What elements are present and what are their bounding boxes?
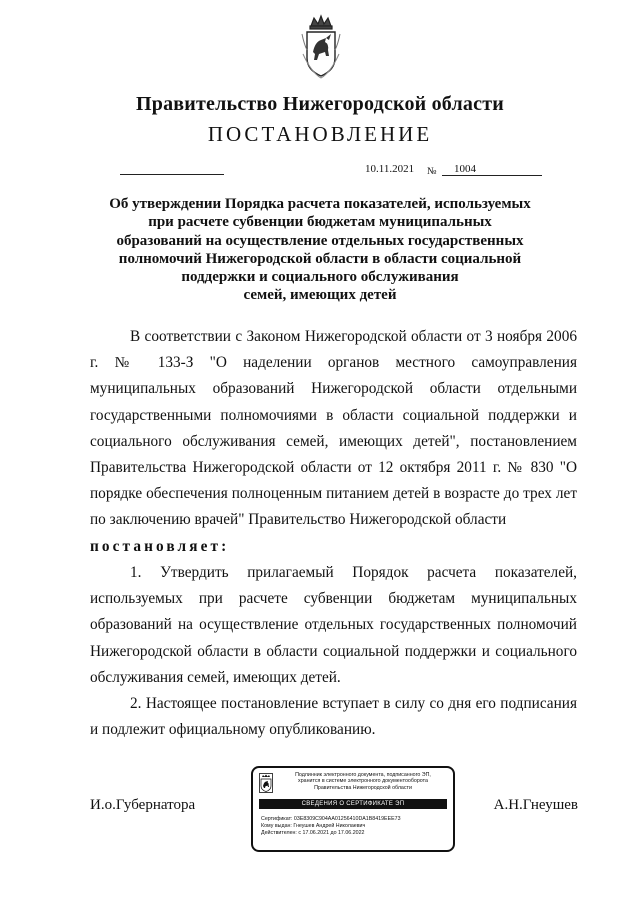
decree-word: постановляет: — [90, 537, 230, 555]
clause-1 — [90, 560, 577, 691]
government-name: Правительство Нижегородской области — [136, 93, 504, 115]
document-number: 1004 — [442, 163, 542, 176]
stamp-details — [261, 816, 401, 837]
document-date: 10.11.2021 — [365, 163, 415, 175]
subject-line: при расчете субвенции бюджетам муниципальных — [148, 214, 492, 231]
stamp-certificate-id: Сертификат: 03E8309C904AA01256410DA1B8419EEE73 — [261, 816, 401, 822]
number-label: № — [427, 166, 437, 177]
stamp-header-line: Подлинник электронного документа, подписанного ЭП, — [295, 772, 431, 778]
stamp-validity: Действителен: с 17.06.2021 до 17.06.2022 — [261, 830, 365, 836]
stamp-coat-of-arms-icon — [259, 773, 273, 793]
stamp-issued-to: Кому выдан: Гнеушев Андрей Николаевич — [261, 823, 366, 829]
subject-line: семей, имеющих детей — [243, 287, 397, 304]
clause-1-text: 1. Утвердить прилагаемый Порядок расчета показателей, используемых при расчете субвенции бюджетам муниципальных образований на осуществление отдельных государственных полномочий Нижегородской области в области социальной поддержки и социального обслуживания семей, имеющих детей. — [90, 564, 577, 686]
signer-position: И.о.Губернатора — [90, 797, 196, 813]
stamp-certificate-bar: СВЕДЕНИЯ О СЕРТИФИКАТЕ ЭП — [259, 799, 447, 809]
date-line-blank — [120, 174, 224, 175]
electronic-signature-stamp — [251, 766, 455, 852]
subject-line: поддержки и социального обслуживания — [181, 269, 459, 286]
subject-line: образований на осуществление отдельных государственных — [116, 232, 524, 249]
signer-name: А.Н.Гнеушев — [493, 797, 578, 813]
stamp-header-line: Правительства Нижегородской области — [314, 784, 412, 791]
preamble-text: В соответствии с Законом Нижегородской области от 3 ноября 2006 г. № 133-З "О наделении органов местного самоуправления муниципальных образований Нижегородской области отдельными государственными полномочиями в области социальной поддержки и социального обслуживания семей, имеющих детей", постановлением Правительства Нижегородской области от 12 октября 2011 г. № 830 "О порядке обеспечения полноценным питанием детей в возрасте до трех лет по заключению врачей" Правительство Нижегородской области — [90, 328, 577, 529]
clause-2-text: 2. Настоящее постановление вступает в силу со дня его подписания и подлежит официальному опубликованию. — [90, 695, 577, 739]
clause-2 — [90, 691, 577, 743]
subject-line: Об утверждении Порядка расчета показателей, используемых — [109, 196, 531, 212]
stamp-header-line: хранится в системе электронного документооборота — [298, 778, 428, 785]
document-type: ПОСТАНОВЛЕНИЕ — [207, 122, 433, 146]
preamble-paragraph — [90, 324, 577, 560]
subject-line: полномочий Нижегородской области в области социальной — [118, 250, 522, 267]
coat-of-arms-icon — [301, 14, 341, 80]
stamp-header — [277, 772, 449, 791]
document-subject — [80, 195, 560, 305]
